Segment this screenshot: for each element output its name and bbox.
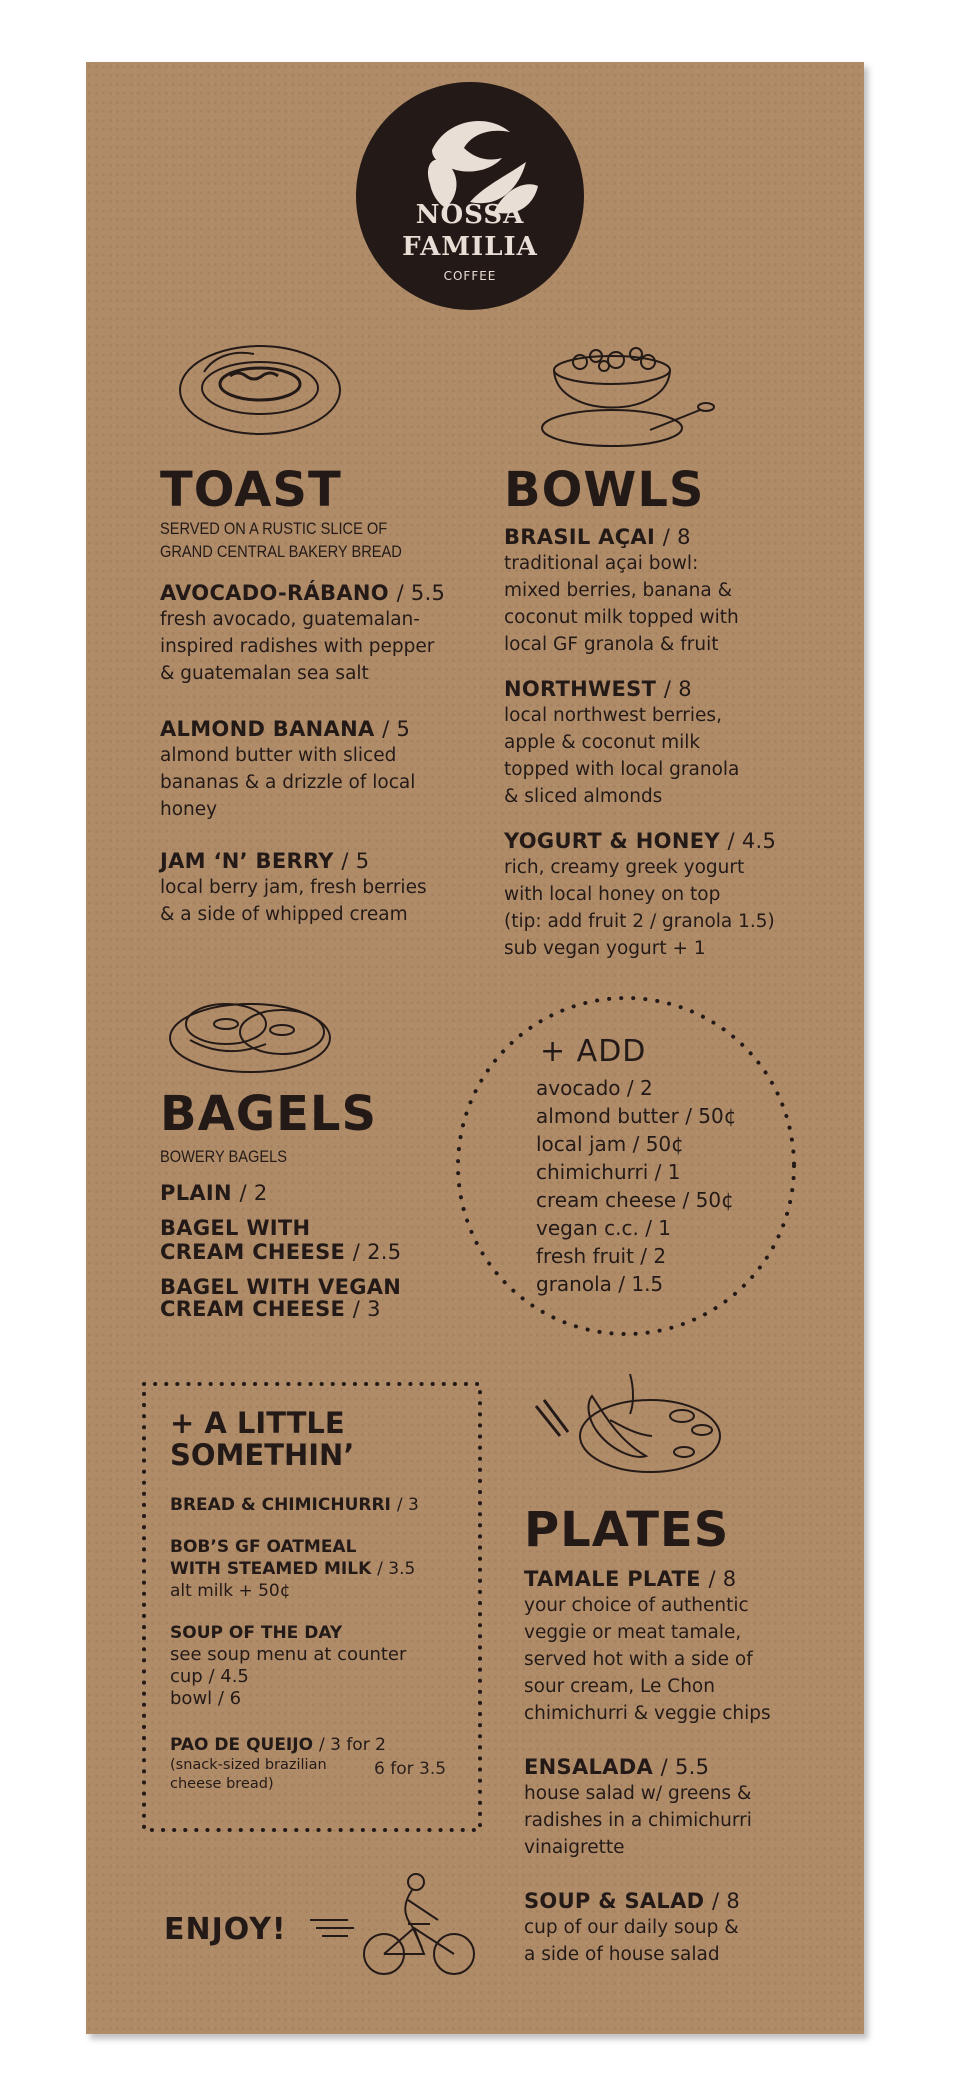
item-price: / 5.5: [396, 581, 446, 605]
item-price: / 8: [712, 1889, 741, 1913]
item-name: SOUP OF THE DAY: [170, 1623, 343, 1643]
bagels-subtitle: BOWERY BAGELS: [160, 1147, 288, 1166]
item-note: alt milk + 50¢: [170, 1581, 291, 1601]
add-title: + ADD: [540, 1034, 647, 1069]
item-desc: your choice of authentic: [524, 1595, 749, 1616]
cyclist-icon: [308, 1868, 488, 1978]
item-desc: inspired radishes with pepper: [160, 636, 435, 657]
item-desc: cup of our daily soup &: [524, 1917, 739, 1938]
item-desc: sub vegan yogurt + 1: [504, 938, 706, 959]
item-price: bowl / 6: [170, 1688, 242, 1709]
item-name: BAGEL WITH: [160, 1216, 311, 1240]
item-desc: fresh avocado, guatemalan-: [160, 609, 420, 630]
toast-item: [160, 580, 490, 687]
item-desc: sour cream, Le Chon: [524, 1676, 715, 1697]
item-price: / 5: [341, 849, 370, 873]
acai-bowl-icon: [540, 330, 740, 460]
item-desc: rich, creamy greek yogurt: [504, 857, 745, 878]
logo-name-2: FAMILIA: [402, 232, 538, 262]
plates-item: [524, 1754, 854, 1861]
item-price: / 3: [352, 1297, 381, 1321]
item-name: BOB’S GF OATMEAL: [170, 1537, 357, 1557]
little-title-1: + A LITTLE: [170, 1406, 345, 1440]
list-item: granola / 1.5: [536, 1272, 664, 1296]
bowls-item: [504, 828, 844, 962]
toast-item: [160, 848, 490, 928]
item-name: BRASIL AÇAI: [504, 525, 656, 549]
item-price: / 5.5: [660, 1755, 710, 1779]
tamale-plate-icon: [534, 1364, 734, 1484]
item-desc: honey: [160, 799, 218, 820]
item-desc: radishes in a chimichurri: [524, 1810, 752, 1831]
little-title-2: SOMETHIN’: [170, 1438, 355, 1472]
list-item: avocado / 2: [536, 1076, 653, 1100]
little-oatmeal: [170, 1536, 415, 1602]
list-item: chimichurri / 1: [536, 1160, 681, 1184]
bagel-item: [160, 1180, 268, 1206]
item-desc: local berry jam, fresh berries: [160, 877, 427, 898]
item-desc: apple & coconut milk: [504, 732, 701, 753]
item-desc: almond butter with sliced: [160, 745, 397, 766]
bowls-item: [504, 524, 844, 658]
item-name: CREAM CHEESE: [160, 1240, 346, 1264]
logo-tagline: COFFEE: [443, 269, 497, 283]
item-desc: bananas & a drizzle of local: [160, 772, 416, 793]
toast-title: TOAST: [160, 462, 342, 518]
item-name: CREAM CHEESE: [160, 1297, 346, 1321]
item-name: YOGURT & HONEY: [504, 829, 720, 853]
item-name: ALMOND BANANA: [160, 717, 375, 741]
item-name: BAGEL WITH VEGAN: [160, 1275, 402, 1299]
item-desc: see soup menu at counter: [170, 1644, 407, 1665]
little-soup: [170, 1622, 406, 1710]
toast-subtitle-2: GRAND CENTRAL BAKERY BREAD: [160, 542, 402, 561]
bagel-item: [160, 1276, 401, 1320]
plates-title: PLATES: [524, 1502, 730, 1558]
item-desc: & a side of whipped cream: [160, 904, 408, 925]
plates-item: [524, 1566, 854, 1727]
item-desc: veggie or meat tamale,: [524, 1622, 742, 1643]
item-price: cup / 4.5: [170, 1666, 249, 1687]
item-price: / 4.5: [727, 829, 777, 853]
item-desc: vinaigrette: [524, 1837, 625, 1858]
item-desc: coconut milk topped with: [504, 607, 739, 628]
item-name: PLAIN: [160, 1181, 232, 1205]
item-name: JAM ‘N’ BERRY: [160, 849, 334, 873]
item-price: / 3 for 2: [318, 1735, 386, 1755]
item-desc: house salad w/ greens &: [524, 1783, 752, 1804]
little-bread: [170, 1494, 419, 1516]
bagels-title: BAGELS: [160, 1086, 378, 1142]
item-price: / 8: [662, 525, 691, 549]
item-note: cheese bread): [170, 1776, 274, 1792]
item-name: WITH STEAMED MILK: [170, 1559, 372, 1579]
item-desc: & sliced almonds: [504, 786, 663, 807]
logo: [86, 62, 864, 322]
bagel-item: [160, 1216, 401, 1264]
item-name: NORTHWEST: [504, 677, 657, 701]
item-price: / 8: [663, 677, 692, 701]
item-name: TAMALE PLATE: [524, 1567, 701, 1591]
toast-plate-icon: [174, 332, 374, 452]
list-item: local jam / 50¢: [536, 1132, 684, 1156]
item-name: ENSALADA: [524, 1755, 654, 1779]
logo-name-1: NOSSA: [415, 200, 525, 230]
bowls-item: [504, 676, 844, 810]
list-item: vegan c.c. / 1: [536, 1216, 672, 1240]
item-name: PAO DE QUEIJO: [170, 1735, 314, 1755]
item-desc: with local honey on top: [504, 884, 721, 905]
toast-subtitle-1: SERVED ON A RUSTIC SLICE OF: [160, 519, 388, 538]
bagel-icon: [166, 980, 346, 1080]
item-name: AVOCADO-RÁBANO: [160, 581, 389, 605]
item-desc: (tip: add fruit 2 / granola 1.5): [504, 911, 775, 932]
item-price: / 3.5: [377, 1559, 416, 1579]
item-price: / 8: [708, 1567, 737, 1591]
item-price: / 2.5: [352, 1240, 402, 1264]
menu-card: [86, 62, 864, 2034]
item-desc: mixed berries, banana &: [504, 580, 732, 601]
item-desc: a side of house salad: [524, 1944, 720, 1965]
bowls-title: BOWLS: [504, 462, 705, 518]
item-desc: local GF granola & fruit: [504, 634, 719, 655]
item-desc: topped with local granola: [504, 759, 740, 780]
item-name: SOUP & SALAD: [524, 1889, 705, 1913]
item-desc: & guatemalan sea salt: [160, 663, 369, 684]
item-price: / 2: [239, 1181, 268, 1205]
item-note: (snack-sized brazilian: [170, 1757, 327, 1773]
item-name: BREAD & CHIMICHURRI: [170, 1495, 391, 1515]
item-price: / 5: [382, 717, 411, 741]
plates-item: [524, 1888, 854, 1968]
list-item: fresh fruit / 2: [536, 1244, 667, 1268]
add-list: [536, 1074, 736, 1298]
list-item: cream cheese / 50¢: [536, 1188, 734, 1212]
list-item: almond butter / 50¢: [536, 1104, 737, 1128]
item-price: 6 for 3.5: [374, 1759, 447, 1779]
item-price: / 3: [396, 1495, 419, 1515]
enjoy-text: ENJOY!: [164, 1912, 287, 1947]
toast-item: [160, 716, 490, 823]
item-desc: traditional açai bowl:: [504, 553, 699, 574]
item-desc: served hot with a side of: [524, 1649, 753, 1670]
item-desc: chimichurri & veggie chips: [524, 1703, 771, 1724]
item-desc: local northwest berries,: [504, 705, 722, 726]
